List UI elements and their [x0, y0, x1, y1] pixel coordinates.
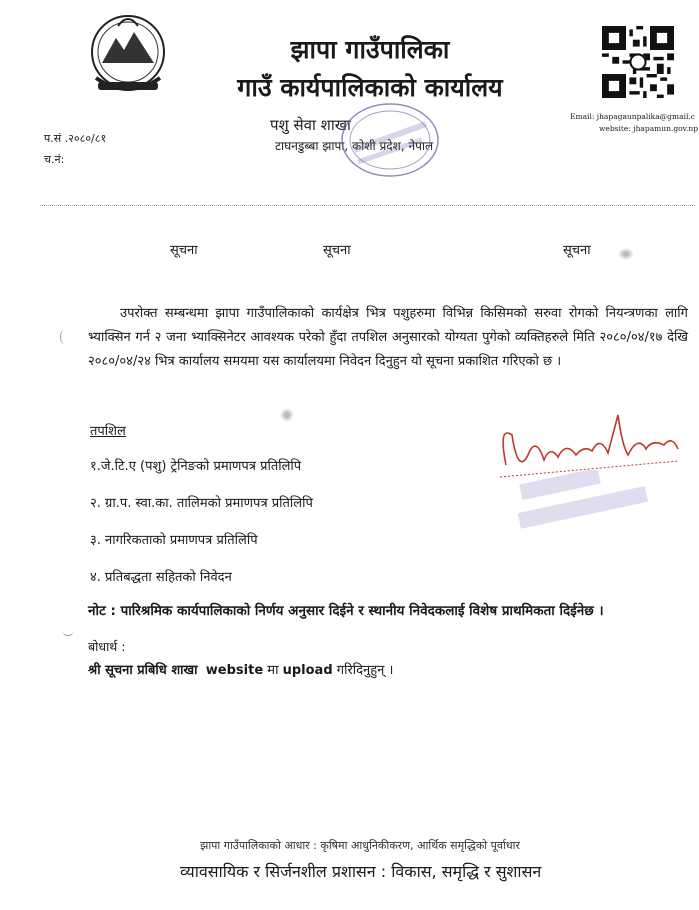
cc-ma-word: मा	[267, 663, 279, 678]
cc-suffix: गरिदिनुहुन् ।	[336, 663, 394, 678]
requirement-item-1: १.जे.टि.ए (पशु) ट्रेनिङको प्रमाणपत्र प्रतिलिपि	[90, 459, 302, 474]
notice-paragraph	[88, 302, 688, 374]
bodharth-label: बोधार्थ :	[88, 639, 126, 654]
notice-title-right: सूचना	[563, 243, 591, 258]
scan-mark	[62, 625, 74, 636]
nepal-emblem-icon	[88, 8, 168, 104]
scan-mark	[618, 248, 634, 260]
reference-number: प.सं .२०८०/८१	[44, 132, 107, 145]
website-text: website: jhapamun.gov.np	[599, 124, 699, 133]
office-stamp-icon	[330, 100, 440, 182]
requirement-item-2: २. ग्रा.प. स्वा.का. तालिमको प्रमाणपत्र प्रतिलिपि	[90, 496, 313, 511]
scan-mark	[60, 330, 69, 344]
qr-code-icon	[602, 26, 674, 98]
cc-website-word: website	[205, 663, 264, 678]
note-text: नोट : पारिश्रमिक कार्यपालिकाको निर्णय अनुसार दिईने र स्थानीय निवेदकलाई विशेष प्राथमिकता दिईनेछ ।	[88, 603, 604, 619]
notice-title-center: सूचना	[323, 243, 351, 258]
dispatch-number: च.नं:	[44, 153, 65, 166]
cc-upload-word: upload	[282, 663, 333, 678]
cc-line	[88, 660, 393, 678]
office-title-line2: गाउँ कार्यपालिकाको कार्यालय	[237, 73, 503, 102]
section-name: पशु सेवा शाखा	[270, 116, 351, 134]
requirement-item-4: ४. प्रतिबद्धता सहितको निवेदन	[90, 570, 232, 585]
notice-paragraph-text: उपरोक्त सम्बन्धमा झापा गाउँपालिकाको कार्यक्षेत्र भित्र पशुहरुमा विभिन्न किसिमको सरुवा रोगको नियन्त्रणका लागि भ्याक्सिन गर्न २ जना भ्याक्सिनेटर आवश्यक परेको हुँदा तपशिल अनुसारको योग्यता पुगेको व्यक्तिहरुले मिति २०८०/०४/१७ देखि २०८०/०४/२४ भित्र कार्यालय समयमा यस कार्यालयमा निवेदन दिनुहुन यो सूचना प्रकाशित गरिएको छ ।	[88, 306, 688, 369]
cc-recipient: श्री सूचना प्रबिधि शाखा	[88, 663, 198, 678]
office-address: टाघनडुब्बा झापा, कोशी प्रदेश, नेपाल	[275, 139, 434, 153]
footer-motto-line1: झापा गाउँपालिकाको आधार : कृषिमा आधुनिकीकरण, आर्थिक समृद्धिको पूर्वाधार	[200, 839, 520, 852]
official-seal-icon	[510, 470, 660, 540]
office-title-line1: झापा गाउँपालिका	[290, 35, 450, 64]
footer-motto-line2: व्यावसायिक र सिर्जनशील प्रशासन : विकास, समृद्धि र सुशासन	[180, 862, 542, 881]
requirement-item-3: ३. नागरिकताको प्रमाणपत्र प्रतिलिपि	[90, 533, 258, 548]
email-text: Email: jhapagaunpalika@gmail.c	[570, 112, 695, 121]
header-divider	[40, 205, 695, 206]
details-heading: तपशिल	[90, 424, 126, 439]
scan-mark	[280, 408, 294, 422]
notice-title-left: सूचना	[170, 243, 198, 258]
